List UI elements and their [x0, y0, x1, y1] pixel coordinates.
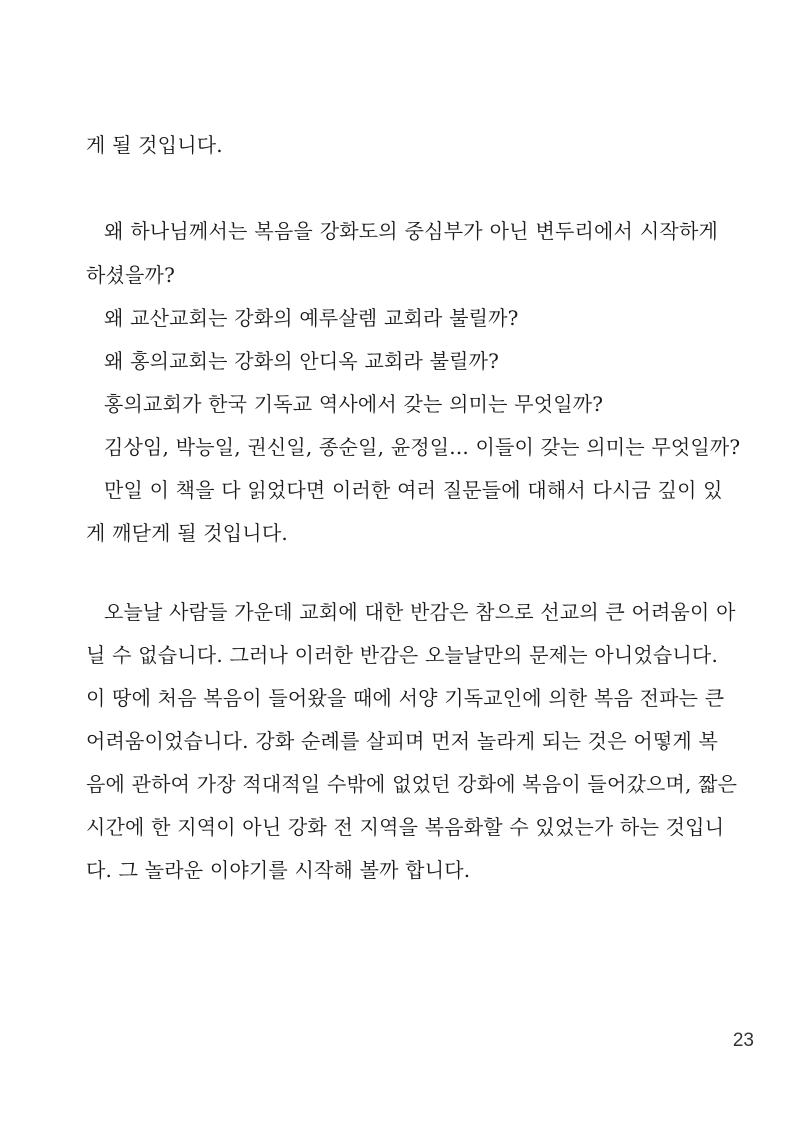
text-line: 시간에 한 지역이 아닌 강화 전 지역을 복음화할 수 있었는가 하는 것입니 — [86, 815, 725, 839]
text-line: 다. 그 놀라운 이야기를 시작해 볼까 합니다. — [86, 858, 471, 882]
text-line: 하셨을까? — [86, 263, 176, 287]
text-line: 닐 수 없습니다. 그러나 이러한 반감은 오늘날만의 문제는 아니었습니다. — [86, 643, 718, 667]
text-line: 만일 이 책을 다 읽었다면 이러한 여러 질문들에 대해서 다시금 깊이 있 — [104, 478, 723, 502]
text-line: 오늘날 사람들 가운데 교회에 대한 반감은 참으로 선교의 큰 어려움이 아 — [104, 600, 736, 624]
text-line: 이 땅에 처음 복음이 들어왔을 때에 서양 기독교인에 의한 복음 전파는 큰 — [86, 686, 725, 710]
text-line: 게 깨닫게 될 것입니다. — [86, 521, 288, 545]
text-line: 어려움이었습니다. 강화 순례를 살피며 먼저 놀라게 되는 것은 어떻게 복 — [86, 729, 718, 753]
text-line: 왜 홍의교회는 강화의 안디옥 교회라 불릴까? — [104, 349, 500, 373]
page-number: 23 — [732, 1030, 754, 1051]
text-line: 음에 관하여 가장 적대적일 수밖에 없었던 강화에 복음이 들어갔으며, 짧은 — [86, 772, 738, 796]
text-line: 게 될 것입니다. — [86, 133, 223, 157]
text-line: 홍의교회가 한국 기독교 역사에서 갖는 의미는 무엇일까? — [104, 392, 604, 416]
text-line: 김상임, 박능일, 권신일, 종순일, 윤정일... 이들이 갖는 의미는 무엇일까? — [104, 435, 741, 459]
text-line: 왜 교산교회는 강화의 예루살렘 교회라 불릴까? — [104, 306, 519, 330]
text-line: 왜 하나님께서는 복음을 강화도의 중심부가 아닌 변두리에서 시작하게 — [104, 219, 718, 243]
